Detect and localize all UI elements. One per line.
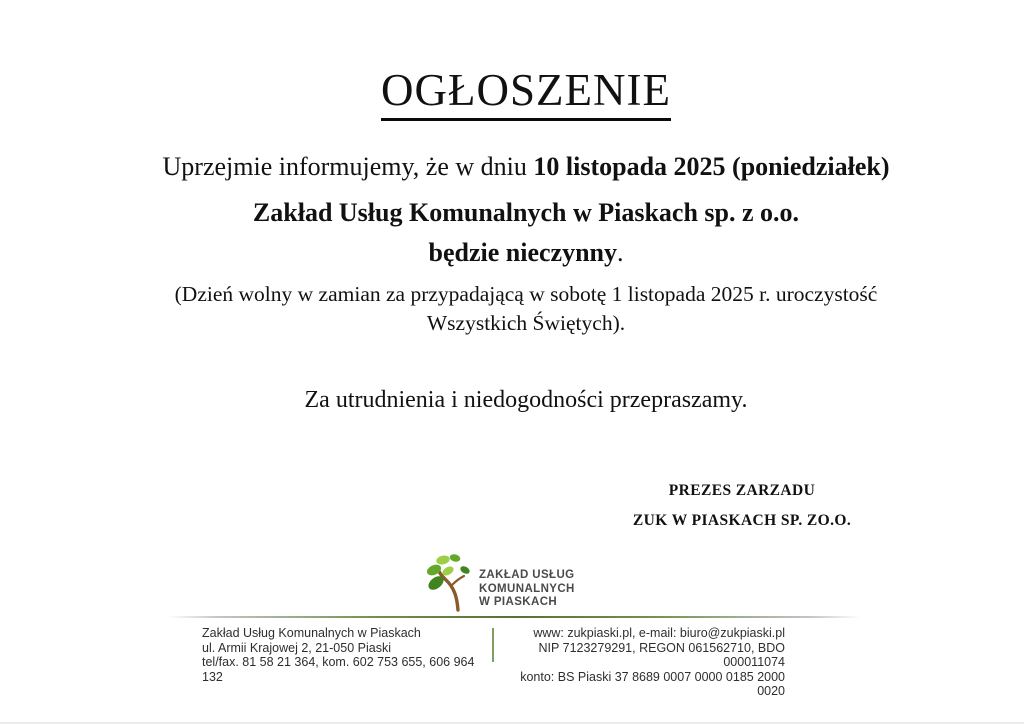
signature-block: [592, 476, 892, 536]
company-logo: [427, 552, 575, 612]
footer-company-name: Zakład Usług Komunalnych w Piaskach: [202, 626, 421, 640]
logo-wordmark: [479, 569, 575, 610]
page-title-text: OGŁOSZENIE: [381, 65, 671, 121]
closed-text-bold: będzie nieczynny: [428, 238, 617, 267]
footer-column-divider: [492, 628, 494, 662]
page-title: [28, 64, 1024, 116]
footer-web-email: www: zukpiaski.pl, e-mail: biuro@zukpiaski.pl: [533, 626, 785, 640]
tree-icon: [427, 552, 475, 612]
signature-role: PREZES ZARZADU: [668, 482, 816, 499]
footer-horizontal-rule: [168, 616, 860, 618]
note-paragraph: [28, 280, 1024, 338]
footer-address-block: [202, 626, 484, 684]
footer-bank-account: konto: BS Piaski 37 8689 0007 0000 0185 2000 0020: [520, 669, 785, 699]
closed-line: [28, 238, 1024, 268]
note-line-1: (Dzień wolny w zamian za przypadającą w sobotę 1 listopada 2025 r. uroczystość: [174, 282, 878, 306]
apology-line: Za utrudnienia i niedogodności przepraszamy.: [304, 387, 748, 413]
footer-contact-block: [503, 626, 785, 699]
intro-paragraph: [28, 152, 1024, 182]
closed-text-period: .: [617, 238, 624, 267]
intro-text-bold-date: 10 listopada 2025 (poniedziałek): [533, 152, 890, 181]
logo-name-line-2: KOMUNALNYCH: [479, 582, 575, 595]
logo-name-line-1: ZAKŁAD USŁUG: [479, 569, 575, 581]
footer-registration-numbers: NIP 7123279291, REGON 061562710, BDO 000011074: [538, 640, 785, 670]
logo-name-line-3: W PIASKACH: [479, 596, 558, 608]
note-line-2: Wszystkich Świętych).: [426, 311, 626, 335]
company-name-line: Zakład Usług Komunalnych w Piaskach sp. z o.o.: [252, 198, 800, 227]
intro-text-regular: Uprzejmie informujemy, że w dniu: [162, 152, 534, 181]
footer-street-address: ul. Armii Krajowej 2, 21-050 Piaski: [202, 640, 391, 655]
footer-phone-numbers: tel/fax. 81 58 21 364, kom. 602 753 655, 606 964 132: [202, 655, 475, 684]
signature-company: ZUK W PIASKACH SP. ZO.O.: [632, 512, 852, 529]
